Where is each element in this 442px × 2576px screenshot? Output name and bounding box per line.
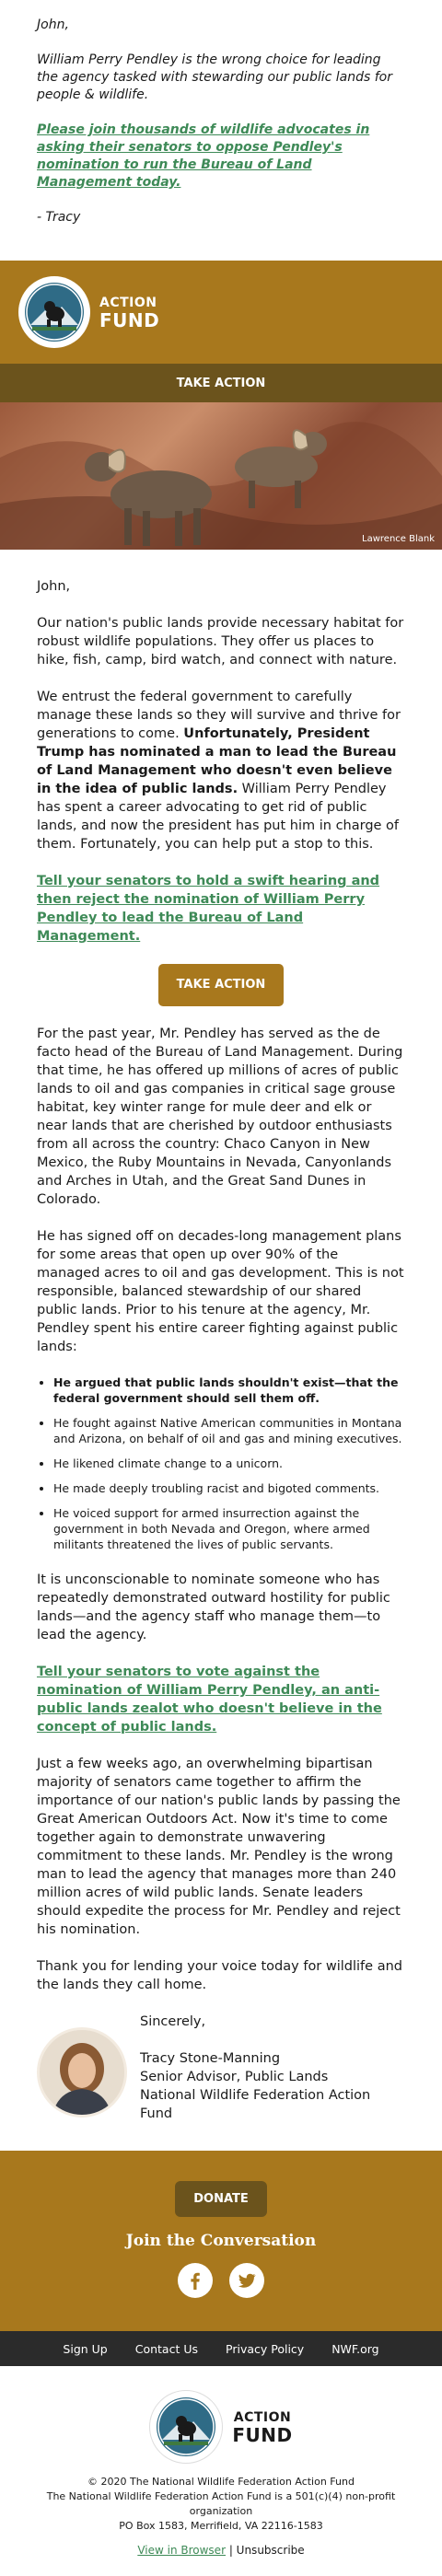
bear-seal-icon bbox=[25, 283, 84, 342]
sig-title: Senior Advisor, Public Lands bbox=[140, 2070, 329, 2084]
brand-wordmark: ACTION FUND bbox=[99, 296, 160, 331]
list-item: • He made deeply troubling racist and bigoted comments. bbox=[53, 1480, 405, 1496]
footer-link-privacy-policy[interactable]: Privacy Policy bbox=[226, 2341, 305, 2356]
sig-name: Tracy Stone-Manning bbox=[140, 2051, 281, 2066]
footer-nav bbox=[0, 2331, 442, 2366]
vote-against-link[interactable]: Tell your senators to vote against the nomination of William Perry Pendley, an anti-public lands zealot who doesn't believe in the concept of public lands. bbox=[37, 1665, 382, 1735]
mailing-address: PO Box 1583, Merrifield, VA 22116-1583 bbox=[119, 2520, 323, 2532]
body-paragraph-2: We entrust the federal government to carefully manage these lands so they will survive and thrive for generations to come. Unfortunately, President Trump has nominated a man to lead the Bureau of Land Management who doesn't even believe in the idea of public lands. William Perry Pendley has spent a career advocating to get rid of public lands, and now the president has put him in charge of them. Fortunately, you can help put a stop to this. bbox=[37, 690, 401, 852]
nwf-logo[interactable] bbox=[18, 276, 90, 348]
body-paragraph-6: Just a few weeks ago, an overwhelming bipartisan majority of senators came together to affirm the importance of our nation's public lands by passing the Great American Outdoors Act. Now it's time to come together again to demonstrate unwavering commitment to these lands. Mr. Pendley is the wrong man to lead the agency that manages more than 240 million acres of wild public lands. Senate leaders should expedite the process for Mr. Pendley and reject his nomination. bbox=[37, 1757, 401, 1937]
take-action-button[interactable]: TAKE ACTION bbox=[158, 964, 285, 1006]
brand-header bbox=[0, 261, 442, 364]
intro-line: William Perry Pendley is the wrong choice for leading the agency tasked with stewarding our public lands for people & wildlife. bbox=[37, 52, 392, 102]
email-body bbox=[0, 550, 442, 1994]
sig-closing: Sincerely, bbox=[140, 2014, 206, 2029]
facebook-icon[interactable] bbox=[178, 2263, 213, 2298]
list-item: • He likened climate change to a unicorn. bbox=[53, 1456, 405, 1471]
footer: ACTION FUND © 2020 The National Wildlife Federation Action Fund The National Wildlife Federation Action Fund is a 501(c)(4) non-profit organization PO Box 1583, Merrifield, VA 22116-1583 View in Browser | Unsubscribe bbox=[0, 2366, 442, 2576]
intro-greeting: John, bbox=[37, 17, 69, 32]
body-paragraph-5: It is unconscionable to nominate someone who has repeatedly demonstrated outward hostility for public lands—and the agency staff who manage them—to lead the agency. bbox=[37, 1572, 390, 1642]
list-item: • He fought against Native American communities in Montana and Arizona, on behalf of oil and gas and mining executives. bbox=[53, 1415, 405, 1446]
footer-logo[interactable] bbox=[149, 2390, 292, 2464]
intro-signoff: - Tracy bbox=[37, 210, 81, 225]
pendley-record-list bbox=[37, 1375, 405, 1552]
org-statement: The National Wildlife Federation Action Fund is a 501(c)(4) non-profit organization bbox=[46, 2490, 396, 2517]
footer-link-sign-up[interactable]: Sign Up bbox=[63, 2341, 108, 2356]
sig-org: National Wildlife Federation Action Fund bbox=[140, 2088, 371, 2121]
unsubscribe-link[interactable]: Unsubscribe bbox=[236, 2544, 305, 2557]
join-conversation-heading: Join the Conversation bbox=[125, 2232, 317, 2250]
take-action-bar-label: TAKE ACTION bbox=[176, 376, 266, 390]
signer-photo bbox=[37, 2027, 127, 2118]
social-links bbox=[178, 2263, 264, 2298]
senators-hearing-link[interactable]: Tell your senators to hold a swift hearing and then reject the nomination of William Perry Pendley to lead the Bureau of Land Management. bbox=[37, 874, 380, 944]
body-greeting: John, bbox=[37, 579, 71, 594]
footer-link-contact-us[interactable]: Contact Us bbox=[134, 2341, 199, 2356]
photo-credit: Lawrence Blank bbox=[362, 534, 435, 544]
take-action-bar[interactable] bbox=[0, 364, 442, 402]
intro-action-link[interactable]: Please join thousands of wildlife advocates in asking their senators to oppose Pendley's nomination to run the Bureau of Land Management today. bbox=[37, 122, 370, 190]
twitter-icon[interactable] bbox=[229, 2263, 264, 2298]
body-paragraph-3: For the past year, Mr. Pendley has served as the de facto head of the Bureau of Land Management. During that time, he has offered up millions of acres of public lands to oil and gas companies in critical sage grouse habitat, key winter range for mule deer and elk or near lands that are cherished by outdoor enthusiasts from all across the country: Chaco Canyon in New Mexico, the Ruby Mountains in Nevada, Canyonlands and Arches in Utah, and the Great Sand Dunes in Colorado. bbox=[37, 1027, 403, 1207]
copyright: © 2020 The National Wildlife Federation Action Fund bbox=[87, 2476, 355, 2488]
donate-button[interactable]: DONATE bbox=[175, 2181, 267, 2217]
signature-block bbox=[0, 2013, 442, 2151]
body-paragraph-7: Thank you for lending your voice today for wildlife and the lands they call home. bbox=[37, 1959, 402, 1992]
body-paragraph-1: Our nation's public lands provide necessary habitat for robust wildlife populations. They offer us places to hike, fish, camp, bird watch, and connect with nature. bbox=[37, 616, 404, 667]
bear-seal-icon bbox=[157, 2397, 215, 2456]
hero-image-bighorn-sheep[interactable] bbox=[0, 402, 442, 550]
footer-link-nwf-org[interactable]: NWF.org bbox=[332, 2341, 379, 2356]
intro-section bbox=[0, 0, 442, 261]
view-in-browser-link[interactable]: View in Browser bbox=[137, 2544, 226, 2557]
donate-section bbox=[0, 2151, 442, 2331]
list-item: • He argued that public lands shouldn't exist—that the federal government should sell them off. bbox=[53, 1375, 405, 1406]
list-item: • He voiced support for armed insurrection against the government in both Nevada and Oregon, where armed militants threatened the lives of public servants. bbox=[53, 1505, 405, 1552]
footer-wordmark: ACTION FUND bbox=[232, 2410, 293, 2446]
body-paragraph-4: He has signed off on decades-long management plans for some areas that open up over 90% of the managed acres to oil and gas development. This is not responsible, balanced stewardship of our shared public lands. Prior to his tenure at the agency, Mr. Pendley spent his entire career fighting against public lands: bbox=[37, 1229, 404, 1354]
